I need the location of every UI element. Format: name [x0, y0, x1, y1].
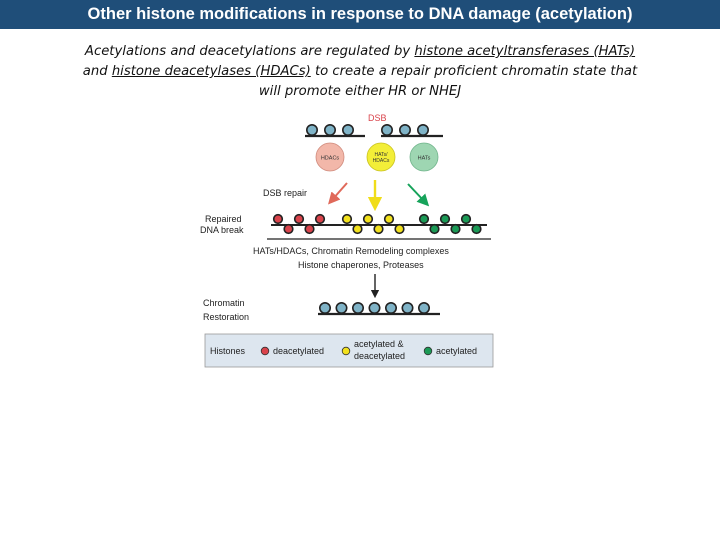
hdacs-label: HDACs — [320, 155, 340, 162]
middle-label-2: Histone chaperones, Proteases — [298, 260, 424, 270]
mixed-nucleosome — [385, 215, 394, 224]
legend-deacetylated-label: deacetylated — [273, 346, 325, 356]
subtitle-line-1-text: Acetylations and deacetylations are regulated by — [84, 44, 415, 59]
deacetylated-nucleosome — [274, 215, 283, 224]
legend-mixed-label-2: deacetylated — [354, 351, 406, 361]
legend-acetylated-label: acetylated — [436, 346, 478, 356]
legend-deacetylated-dot — [261, 347, 269, 355]
mixed-nucleosome — [353, 225, 362, 234]
subtitle-line-1 — [20, 42, 700, 62]
mixed-nucleosome — [395, 225, 404, 234]
hats-enzyme — [410, 143, 438, 171]
nucleosome — [325, 125, 335, 135]
hats-hdacs-label-1: HATs/ — [374, 152, 388, 158]
hats-label: HATs — [417, 155, 431, 162]
acetylated-nucleosome — [441, 215, 450, 224]
hats-term: histone acetyltransferases (HATs) — [414, 44, 636, 59]
nucleosome — [343, 125, 353, 135]
histone-legend — [205, 334, 493, 367]
nucleosome — [400, 125, 410, 135]
mixed-nucleosome — [374, 225, 383, 234]
repaired-label-2: DNA break — [200, 225, 244, 235]
legend-mixed-label-1: acetylated & — [354, 339, 404, 349]
green-arrow — [408, 184, 425, 202]
top-nucleosomes — [307, 125, 428, 135]
slide-subtitle — [20, 42, 700, 102]
nucleosome — [382, 125, 392, 135]
acetylated-nucleosome — [462, 215, 471, 224]
restored-nucleosomes — [320, 303, 429, 313]
slide-title: Other histone modifications in response to DNA damage (acetylation) — [0, 0, 720, 29]
red-arrow — [332, 183, 347, 200]
repaired-label-1: Repaired — [205, 214, 242, 224]
dsb-repair-label: DSB repair — [263, 188, 308, 198]
restoration-label-2: Restoration — [203, 312, 250, 322]
mixed-nucleosome — [343, 215, 352, 224]
acetylation-diagram — [195, 108, 500, 370]
restored-nucleosome — [353, 303, 363, 313]
mixed-nucleosome — [364, 215, 373, 224]
legend-acetylated-dot — [424, 347, 432, 355]
restored-nucleosome — [369, 303, 379, 313]
nucleosome — [418, 125, 428, 135]
restored-nucleosome — [419, 303, 429, 313]
subtitle-line-3: will promote either HR or NHEJ — [258, 84, 462, 99]
nucleosome — [307, 125, 317, 135]
restored-nucleosome — [336, 303, 346, 313]
legend-mixed-dot — [342, 347, 350, 355]
restored-nucleosome — [402, 303, 412, 313]
acetylated-nucleosome — [451, 225, 460, 234]
hats-hdacs-enzyme — [367, 143, 395, 171]
deacetylated-nucleosome — [305, 225, 314, 234]
restoration-label-1: Chromatin — [203, 298, 245, 308]
middle-label-1: HATs/HDACs, Chromatin Remodeling complexes — [253, 246, 449, 256]
subtitle-line-2-post: to create a repair proficient chromatin state that — [310, 64, 638, 79]
deacetylated-nucleosome — [284, 225, 293, 234]
deacetylated-nucleosome — [316, 215, 325, 224]
restored-nucleosome — [320, 303, 330, 313]
subtitle-line-2-pre: and — [82, 64, 112, 79]
hdacs-term: histone deacetylases (HDACs) — [111, 64, 311, 79]
restored-nucleosome — [386, 303, 396, 313]
dsb-label: DSB — [368, 113, 387, 123]
acetylated-nucleosome — [472, 225, 481, 234]
legend-histones-label: Histones — [210, 346, 246, 356]
dsb-chromatin — [305, 125, 443, 136]
acetylated-nucleosome — [430, 225, 439, 234]
deacetylated-nucleosome — [295, 215, 304, 224]
hdacs-enzyme — [316, 143, 344, 171]
subtitle-line-2 — [20, 62, 700, 82]
hats-hdacs-label-2: HDACs — [372, 158, 390, 164]
acetylated-nucleosome — [420, 215, 429, 224]
